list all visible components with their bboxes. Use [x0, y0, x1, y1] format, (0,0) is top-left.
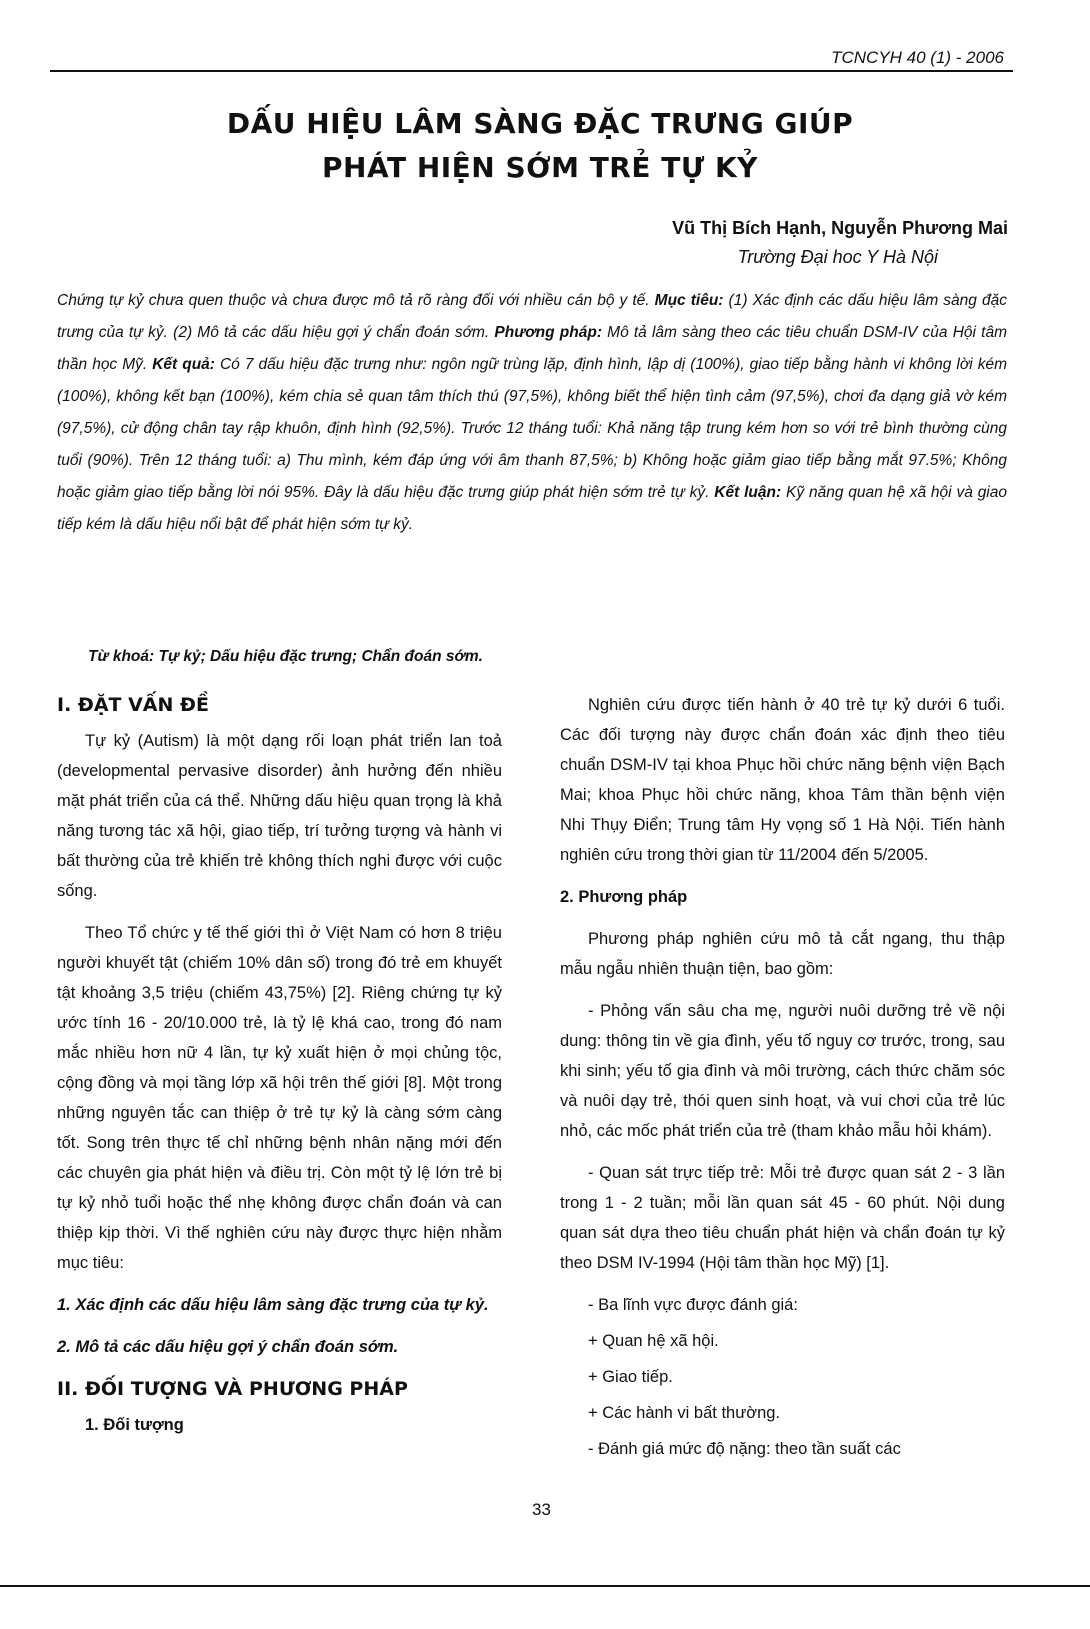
- results-label: Kết quả:: [152, 356, 215, 373]
- intro-paragraph-1: Tự kỷ (Autism) là một dạng rối loạn phát triển lan toả (developmental pervasive disorder) ảnh hưởng đến nhiều mặt phát triển của cá thể. Những dấu hiệu quan trọng là khả năng tương tác xã hội, giao tiếp, trí tưởng tượng và hành vi bất thường của trẻ khiến trẻ không thích nghi được với cuộc sống.: [57, 732, 502, 900]
- subheading-method: 2. Phương pháp: [560, 888, 688, 906]
- method-paragraph-observation: - Quan sát trực tiếp trẻ: Mỗi trẻ được quan sát 2 - 3 lần trong 1 - 2 tuần; mỗi lần quan sát 45 - 60 phút. Nội dung quan sát dựa theo tiêu chuẩn phát hiện và chẩn đoán tự kỷ theo DSM IV-1994 (Hội tâm thần học Mỹ) [1].: [560, 1164, 1005, 1272]
- affiliation: Trường Đại hoc Y Hà Nội: [737, 247, 938, 267]
- area-behavior: + Các hành vi bất thường.: [588, 1404, 781, 1422]
- header-rule: [50, 70, 1013, 72]
- intro-paragraph-2: Theo Tổ chức y tế thế giới thì ở Việt Nam có hơn 8 triệu người khuyết tật (chiếm 10% dân số) trong đó trẻ em khuyết tật khoảng 3,5 triệu (chiếm 43,75%) [2]. Riêng chứng tự kỷ ước tính 16 - 20/10.000 trẻ, là tỷ lệ khá cao, trong đó nam mắc nhiều hơn nữ 4 lần, tự kỷ xuất hiện ở mọi chủng tộc, cộng đồng và mọi tầng lớp xã hội trên thế giới [8]. Một trong những nguyên tắc can thiệp ở trẻ tự kỷ là càng sớm càng tốt. Song trên thực tế chỉ những bệnh nhân nặng mới đến các chuyên gia phát hiện và điều trị. Còn một tỷ lệ lớn trẻ bị tự kỷ nhỏ tuổi hoặc thể nhẹ không được chẩn đoán và can thiệp kịp thời. Vì thế nghiên cứu này được thực hiện nhằm mục tiêu:: [57, 924, 502, 1272]
- footer-rule: [0, 1585, 1090, 1587]
- assessment-areas: - Ba lĩnh vực được đánh giá:: [588, 1296, 798, 1314]
- authors: Vũ Thị Bích Hạnh, Nguyễn Phương Mai: [672, 218, 1008, 238]
- abstract-method: Mô tả lâm sàng theo các tiêu chuẩn DSM-IV của Hội tâm thần học Mỹ.: [57, 324, 1007, 373]
- title-line-2: PHÁT HIỆN SỚM TRẺ TỰ KỶ: [322, 151, 758, 184]
- method-paragraph-1: Phương pháp nghiên cứu mô tả cắt ngang, thu thập mẫu ngẫu nhiên thuận tiện, bao gồm:: [560, 930, 1005, 978]
- method-paragraph-interview: - Phỏng vấn sâu cha mẹ, người nuôi dưỡng trẻ về nội dung: thông tin về gia đình, yếu tố nguy cơ trước, trong, sau khi sinh; yếu tố gia đình và môi trường, cách thức chăm sóc và nuôi dạy trẻ, thói quen sinh hoạt, và vui chơi của trẻ lúc nhỏ, các mốc phát triển của trẻ (tham khảo mẫu hỏi khám).: [560, 1002, 1005, 1140]
- left-column: [57, 690, 502, 1440]
- abstract: [57, 285, 1007, 541]
- area-communication: + Giao tiếp.: [588, 1368, 673, 1386]
- section-heading-intro: I. ĐẶT VẤN ĐỀ: [57, 694, 209, 716]
- subheading-subjects: 1. Đối tượng: [85, 1416, 184, 1434]
- title-line-1: DẤU HIỆU LÂM SÀNG ĐẶC TRƯNG GIÚP: [226, 107, 854, 140]
- right-column: [560, 690, 1005, 1464]
- journal-reference: TCNCYH 40 (1) - 2006: [831, 48, 1004, 67]
- abstract-conclusion: Kỹ năng quan hệ xã hội và giao tiếp kém là dấu hiệu nổi bật để phát hiện sớm tự kỷ.: [57, 484, 1007, 533]
- area-social: + Quan hệ xã hội.: [588, 1332, 719, 1350]
- severity-assessment: - Đánh giá mức độ nặng: theo tần suất các: [588, 1440, 901, 1458]
- page-number: 33: [532, 1500, 551, 1519]
- keywords: Từ khoá: Tự kỷ; Dấu hiệu đặc trưng; Chẩn đoán sớm.: [88, 648, 483, 665]
- objective-1: 1. Xác định các dấu hiệu lâm sàng đặc trưng của tự kỷ.: [57, 1296, 489, 1314]
- objective-label: Mục tiêu:: [654, 292, 724, 309]
- abstract-results: Có 7 dấu hiệu đặc trưng như: ngôn ngữ trùng lặp, định hình, lập dị (100%), giao tiếp bằng hành vi không lời kém (100%), không kết bạn (100%), kém chia sẻ quan tâm thích thú (97,5%), không biết thể hiện tình cảm (97,5%), chơi đa dạng giả vờ kém (97,5%), cử động chân tay rập khuôn, định hình (92,5%). Trước 12 tháng tuổi: Khả năng tập trung kém hơn so với trẻ bình thường cùng tuổi (90%). Trên 12 tháng tuổi: a) Thu mình, kém đáp ứng với âm thanh 87,5%; b) Không hoặc giảm giao tiếp bằng mắt 97.5%; Không hoặc giảm giao tiếp bằng lời nói 95%. Đây là dấu hiệu đặc trưng giúp phát hiện sớm trẻ tự kỷ.: [57, 356, 1007, 501]
- method-label: Phương pháp:: [494, 324, 602, 341]
- objective-2: 2. Mô tả các dấu hiệu gợi ý chẩn đoán sớm.: [57, 1338, 399, 1356]
- subjects-paragraph: Nghiên cứu được tiến hành ở 40 trẻ tự kỷ dưới 6 tuổi. Các đối tượng này được chẩn đoán xác định theo tiêu chuẩn DSM-IV tại khoa Phục hồi chức năng bệnh viện Bạch Mai; khoa Phục hồi chức năng, khoa Tâm thần bệnh viện Nhi Thụy Điển; Trung tâm Hy vọng số 1 Hà Nội. Tiến hành nghiên cứu trong thời gian từ 11/2004 đến 5/2005.: [560, 696, 1005, 864]
- paper-title: [120, 102, 960, 190]
- abstract-objective: (1) Xác định các dấu hiệu lâm sàng đặc trưng của tự kỷ. (2) Mô tả các dấu hiệu gợi ý chẩn đoán sớm.: [57, 292, 1007, 341]
- section-heading-methods: II. ĐỐI TƯỢNG VÀ PHƯƠNG PHÁP: [57, 1378, 408, 1400]
- conclusion-label: Kết luận:: [714, 484, 782, 501]
- abstract-intro: Chứng tự kỷ chưa quen thuộc và chưa được mô tả rõ ràng đối với nhiều cán bộ y tế.: [57, 292, 650, 309]
